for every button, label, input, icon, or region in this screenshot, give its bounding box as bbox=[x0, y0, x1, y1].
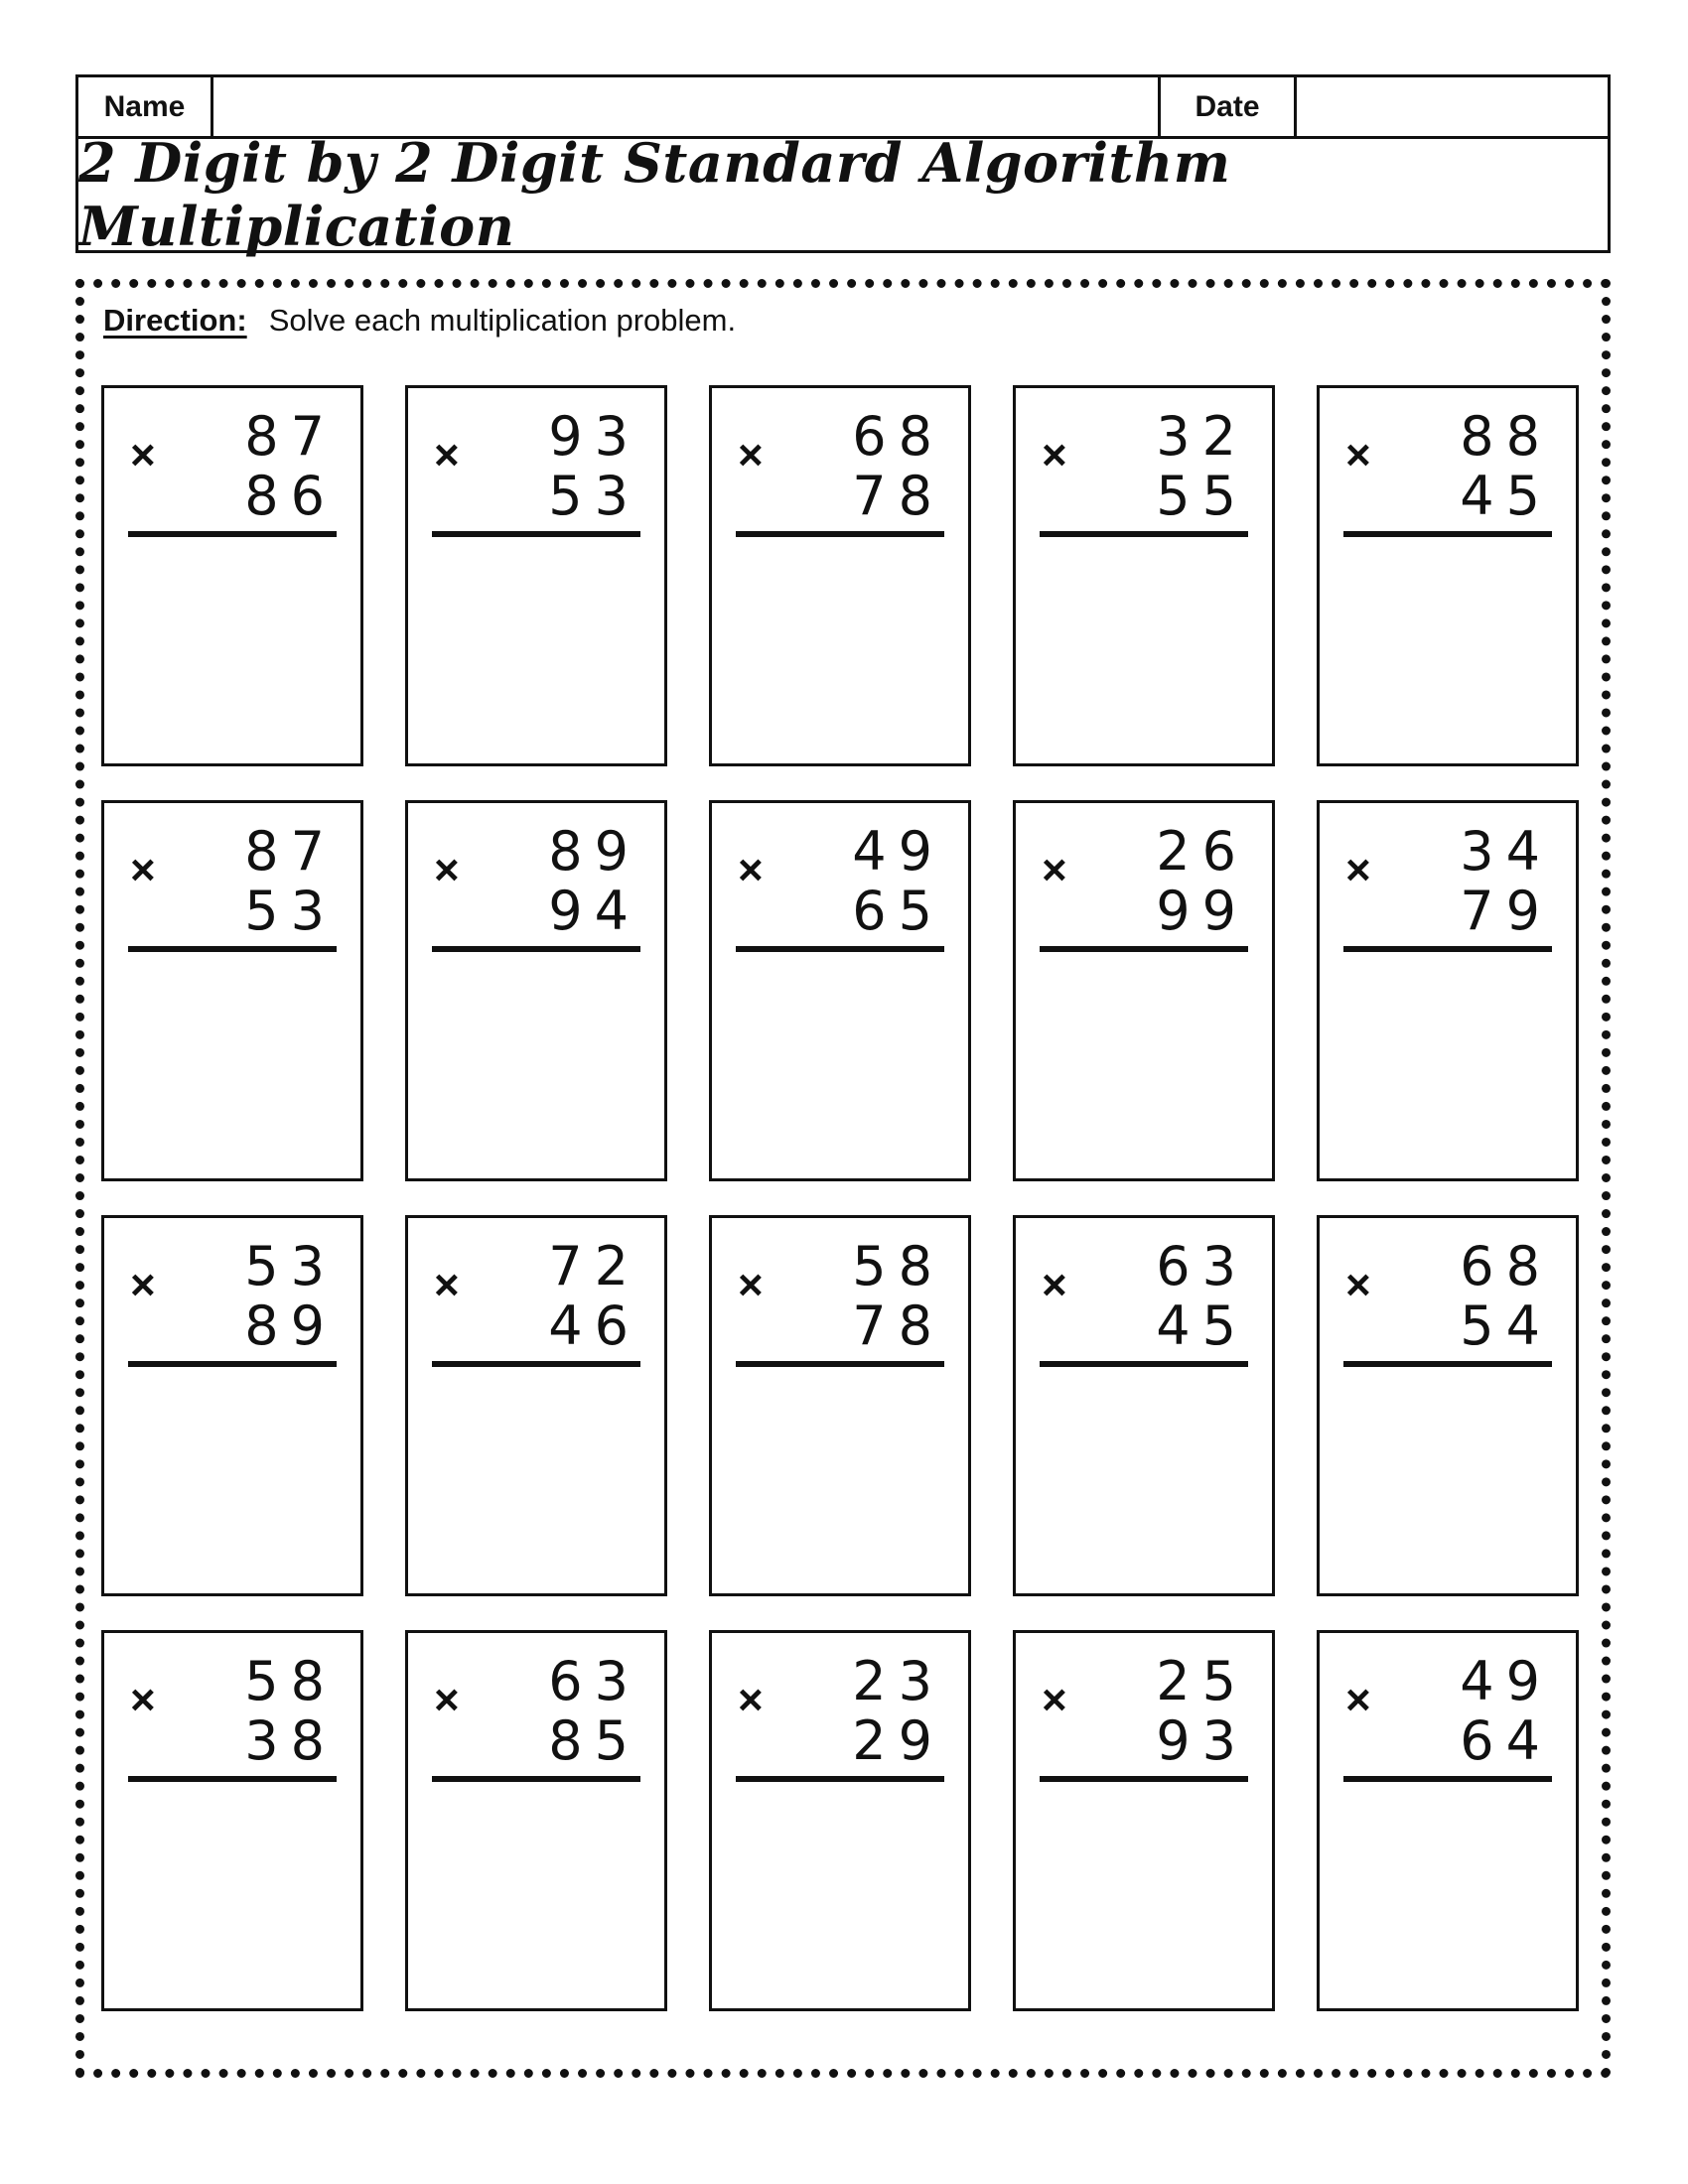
problem-card[interactable] bbox=[1013, 1630, 1275, 2011]
answer-line bbox=[432, 946, 640, 952]
problem-card[interactable] bbox=[1317, 1215, 1579, 1596]
multiplicand: 49 bbox=[852, 820, 944, 883]
answer-line bbox=[1040, 531, 1248, 537]
multiplicand: 32 bbox=[1156, 405, 1248, 468]
multiplier: 86 bbox=[244, 465, 337, 527]
multiply-icon: × bbox=[130, 846, 156, 894]
multiplicand: 63 bbox=[1156, 1235, 1248, 1297]
answer-line bbox=[1343, 946, 1552, 952]
date-label: Date bbox=[1161, 77, 1297, 136]
multiplier: 94 bbox=[548, 880, 640, 942]
direction-text: Solve each multiplication problem. bbox=[268, 303, 737, 338]
multiply-icon: × bbox=[130, 1676, 156, 1724]
answer-line bbox=[1040, 946, 1248, 952]
multiplicand: 87 bbox=[244, 820, 337, 883]
problem-card[interactable] bbox=[1013, 385, 1275, 766]
multiplier: 53 bbox=[548, 465, 640, 527]
multiplier: 45 bbox=[1460, 465, 1552, 527]
multiplier: 53 bbox=[244, 880, 337, 942]
multiplier: 78 bbox=[852, 465, 944, 527]
multiplier: 78 bbox=[852, 1295, 944, 1357]
multiplicand: 25 bbox=[1156, 1650, 1248, 1712]
answer-line bbox=[128, 1361, 337, 1367]
name-label: Name bbox=[78, 77, 213, 136]
problem-card[interactable] bbox=[101, 800, 363, 1181]
multiplier: 93 bbox=[1156, 1709, 1248, 1772]
multiply-icon: × bbox=[738, 1261, 764, 1309]
multiplier: 29 bbox=[852, 1709, 944, 1772]
answer-line bbox=[128, 1776, 337, 1782]
problem-card[interactable] bbox=[101, 1630, 363, 2011]
multiplier: 45 bbox=[1156, 1295, 1248, 1357]
answer-line bbox=[1040, 1776, 1248, 1782]
name-field[interactable] bbox=[213, 77, 1161, 136]
multiplicand: 89 bbox=[548, 820, 640, 883]
answer-line bbox=[736, 1361, 944, 1367]
date-field[interactable] bbox=[1297, 77, 1608, 136]
answer-line bbox=[1343, 1361, 1552, 1367]
direction-label: Direction: bbox=[103, 303, 247, 338]
problem-card[interactable] bbox=[405, 800, 667, 1181]
multiplicand: 49 bbox=[1460, 1650, 1552, 1712]
multiplier: 99 bbox=[1156, 880, 1248, 942]
problem-card[interactable] bbox=[405, 1215, 667, 1596]
multiplicand: 26 bbox=[1156, 820, 1248, 883]
multiplicand: 87 bbox=[244, 405, 337, 468]
multiply-icon: × bbox=[434, 1261, 460, 1309]
problem-grid bbox=[101, 385, 1579, 2011]
multiply-icon: × bbox=[434, 1676, 460, 1724]
problem-card[interactable] bbox=[1317, 1630, 1579, 2011]
multiplier: 54 bbox=[1460, 1295, 1552, 1357]
answer-line bbox=[128, 531, 337, 537]
multiplicand: 63 bbox=[548, 1650, 640, 1712]
answer-line bbox=[1343, 1776, 1552, 1782]
multiply-icon: × bbox=[738, 846, 764, 894]
multiplicand: 72 bbox=[548, 1235, 640, 1297]
multiply-icon: × bbox=[1042, 846, 1067, 894]
problem-card[interactable] bbox=[709, 1630, 971, 2011]
multiply-icon: × bbox=[434, 846, 460, 894]
multiplicand: 68 bbox=[852, 405, 944, 468]
direction bbox=[103, 303, 736, 339]
problem-card[interactable] bbox=[405, 1630, 667, 2011]
problem-card[interactable] bbox=[101, 1215, 363, 1596]
multiply-icon: × bbox=[1345, 846, 1371, 894]
problem-card[interactable] bbox=[101, 385, 363, 766]
multiply-icon: × bbox=[1042, 1261, 1067, 1309]
multiplier: 85 bbox=[548, 1709, 640, 1772]
problem-card[interactable] bbox=[405, 385, 667, 766]
answer-line bbox=[736, 531, 944, 537]
answer-line bbox=[1040, 1361, 1248, 1367]
multiplicand: 23 bbox=[852, 1650, 944, 1712]
multiply-icon: × bbox=[130, 431, 156, 479]
multiplier: 89 bbox=[244, 1295, 337, 1357]
name-date-row bbox=[78, 77, 1608, 139]
answer-line bbox=[1343, 531, 1552, 537]
multiplier: 64 bbox=[1460, 1709, 1552, 1772]
problem-card[interactable] bbox=[1013, 800, 1275, 1181]
multiply-icon: × bbox=[434, 431, 460, 479]
problem-card[interactable] bbox=[709, 385, 971, 766]
multiplicand: 88 bbox=[1460, 405, 1552, 468]
answer-line bbox=[432, 531, 640, 537]
multiply-icon: × bbox=[1345, 431, 1371, 479]
multiplicand: 93 bbox=[548, 405, 640, 468]
problem-card[interactable] bbox=[1013, 1215, 1275, 1596]
multiply-icon: × bbox=[1345, 1676, 1371, 1724]
answer-line bbox=[432, 1776, 640, 1782]
multiply-icon: × bbox=[1345, 1261, 1371, 1309]
problem-card[interactable] bbox=[1317, 800, 1579, 1181]
multiply-icon: × bbox=[1042, 431, 1067, 479]
multiplier: 79 bbox=[1460, 880, 1552, 942]
multiplicand: 53 bbox=[244, 1235, 337, 1297]
multiply-icon: × bbox=[738, 431, 764, 479]
multiplicand: 58 bbox=[244, 1650, 337, 1712]
multiply-icon: × bbox=[738, 1676, 764, 1724]
problem-card[interactable] bbox=[709, 1215, 971, 1596]
multiplier: 38 bbox=[244, 1709, 337, 1772]
problem-card[interactable] bbox=[1317, 385, 1579, 766]
multiplier: 65 bbox=[852, 880, 944, 942]
multiply-icon: × bbox=[130, 1261, 156, 1309]
multiply-icon: × bbox=[1042, 1676, 1067, 1724]
multiplicand: 58 bbox=[852, 1235, 944, 1297]
problem-card[interactable] bbox=[709, 800, 971, 1181]
multiplicand: 68 bbox=[1460, 1235, 1552, 1297]
answer-line bbox=[432, 1361, 640, 1367]
answer-line bbox=[128, 946, 337, 952]
answer-line bbox=[736, 1776, 944, 1782]
multiplier: 55 bbox=[1156, 465, 1248, 527]
worksheet-header bbox=[75, 74, 1611, 258]
worksheet-title: 2 Digit by 2 Digit Standard Algorithm Multiplication bbox=[78, 131, 1231, 258]
multiplicand: 34 bbox=[1460, 820, 1552, 883]
multiplier: 46 bbox=[548, 1295, 640, 1357]
answer-line bbox=[736, 946, 944, 952]
